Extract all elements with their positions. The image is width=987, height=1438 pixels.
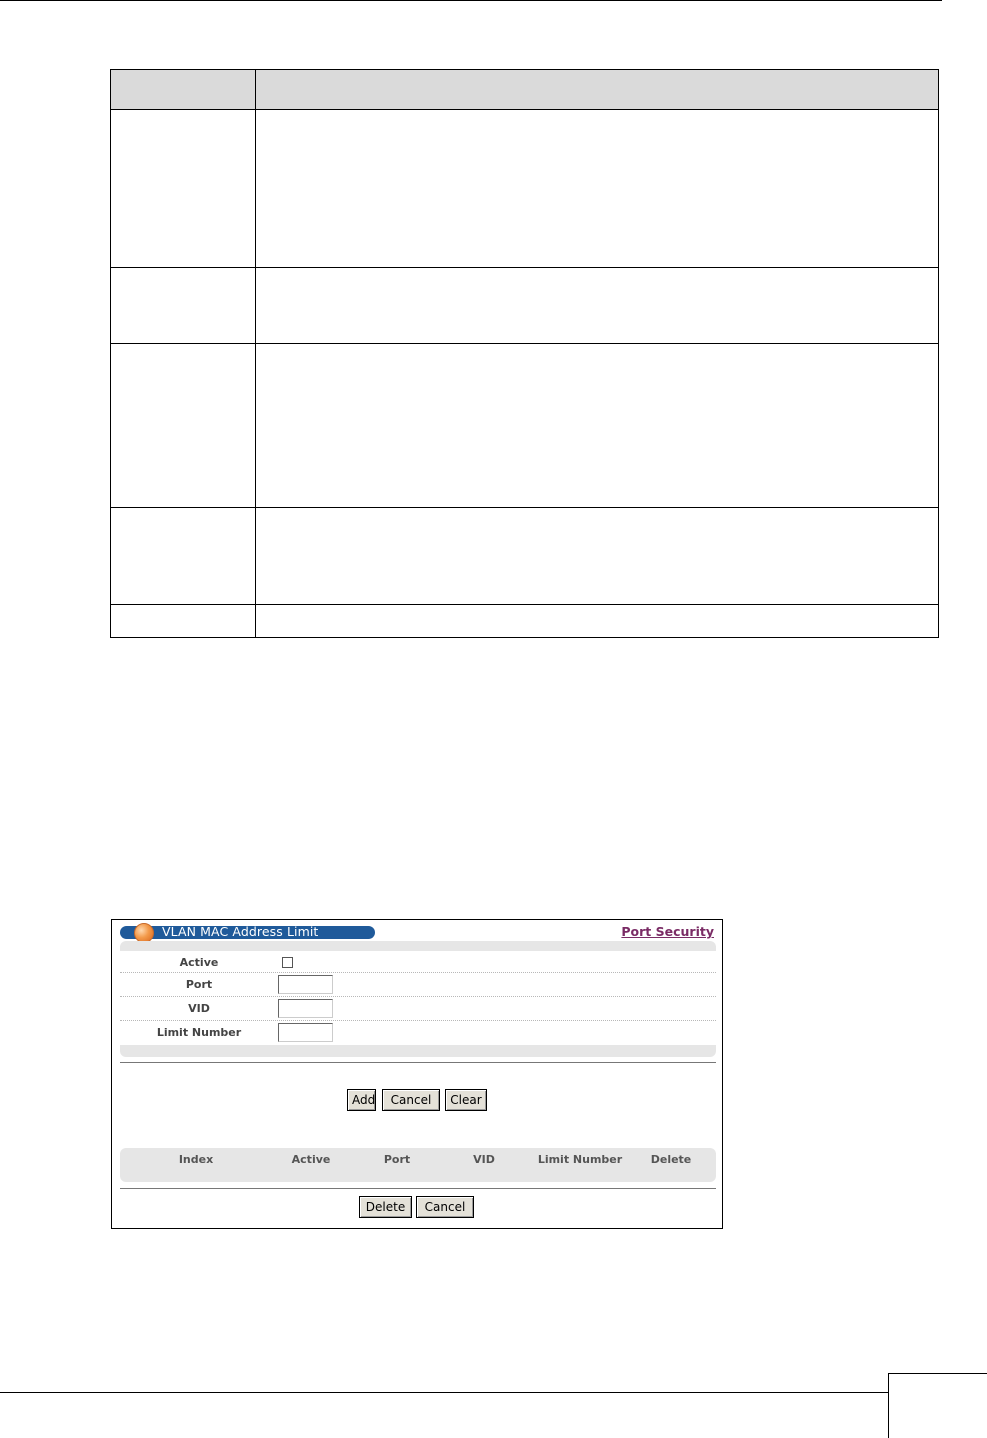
table-header-cell-description: [256, 70, 939, 110]
settings-form-rows: [120, 951, 716, 1045]
screen-title: VLAN MAC Address Limit: [162, 924, 319, 939]
cancel-button[interactable]: Cancel: [382, 1089, 440, 1111]
vid-label: VID: [188, 1002, 210, 1015]
active-checkbox[interactable]: [282, 957, 293, 968]
table-header-cell-label: [111, 70, 256, 110]
table-cell: [111, 508, 256, 605]
table-cell: [111, 605, 256, 638]
column-active: Active: [291, 1153, 331, 1166]
limit-number-row: [120, 1021, 716, 1045]
vlan-mac-limit-screen: [111, 919, 723, 1229]
divider: [120, 1062, 716, 1063]
header-rule: [0, 0, 942, 1]
cancel-delete-button[interactable]: Cancel: [416, 1196, 474, 1218]
table-row: [111, 344, 939, 508]
orb-icon: [134, 923, 154, 943]
table-cell: [256, 508, 939, 605]
divider: [120, 1188, 716, 1189]
table-cell: [256, 605, 939, 638]
column-delete: Delete: [650, 1153, 692, 1166]
add-button[interactable]: Add: [347, 1089, 376, 1111]
limit-number-label: Limit Number: [156, 1026, 242, 1039]
column-port: Port: [383, 1153, 411, 1166]
active-row: [120, 951, 716, 973]
port-security-link[interactable]: Port Security: [621, 924, 714, 939]
limit-list-header: [120, 1148, 716, 1182]
vid-row: [120, 997, 716, 1021]
limit-number-field[interactable]: [278, 1023, 333, 1042]
table-row: [111, 268, 939, 344]
settings-form: [120, 941, 716, 1057]
table-cell: [256, 110, 939, 268]
table-cell: [256, 268, 939, 344]
page-number-box: [888, 1373, 987, 1438]
port-field[interactable]: [278, 975, 333, 994]
table-row: [111, 508, 939, 605]
table-cell: [111, 110, 256, 268]
active-label: Active: [179, 956, 219, 969]
table-cell: [111, 268, 256, 344]
table-header-row: [111, 70, 939, 110]
port-row: [120, 973, 716, 997]
footer-rule: [0, 1392, 888, 1393]
column-index: Index: [178, 1153, 214, 1166]
table-cell: [256, 344, 939, 508]
column-limit-number: Limit Number: [537, 1153, 623, 1166]
table-cell: [111, 344, 256, 508]
port-label: Port: [185, 978, 213, 991]
column-vid: VID: [473, 1153, 495, 1166]
delete-button[interactable]: Delete: [359, 1196, 412, 1218]
table-row: [111, 605, 939, 638]
clear-button[interactable]: Clear: [445, 1089, 487, 1111]
table-row: [111, 110, 939, 268]
description-table: [110, 69, 939, 638]
vid-field[interactable]: [278, 999, 333, 1018]
